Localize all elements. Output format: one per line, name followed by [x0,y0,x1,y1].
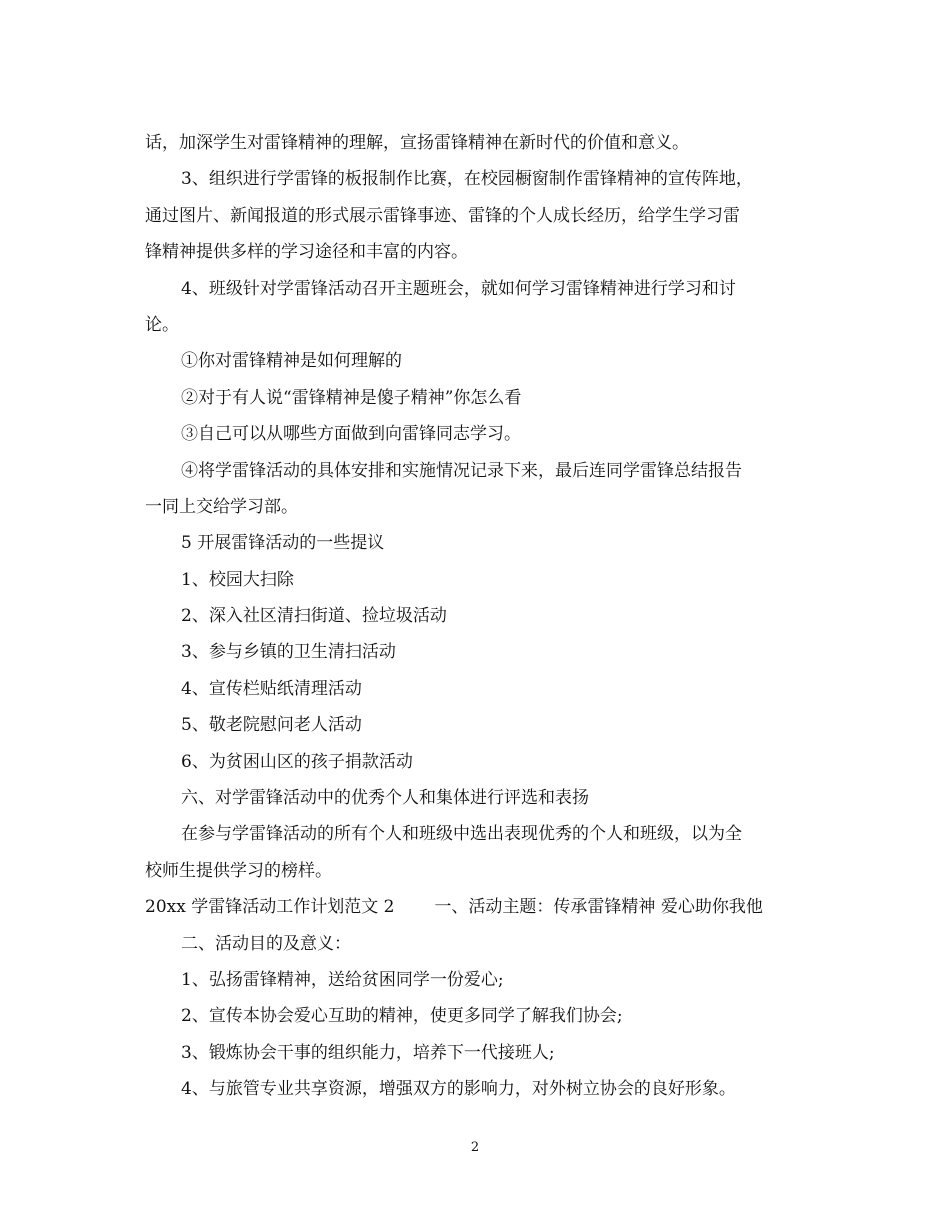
text-line: 话，加深学生对雷锋精神的理解，宣扬雷锋精神在新时代的价值和意义。 [145,133,689,153]
text-line: 校师生提供学习的榜样。 [145,860,332,881]
text-line: 2、宣传本协会爱心互助的精神，使更多同学了解我们协会; [181,1006,623,1027]
text-line: 4、班级针对学雷锋活动召开主题班会，就如何学习雷锋精神进行学习和讨 [181,278,736,299]
document-body [145,125,805,1108]
text-line: 1、弘扬雷锋精神，送给贫困同学一份爱心; [181,969,504,990]
section-heading-line [145,889,805,925]
text-line: 通过图片、新闻报道的形式展示雷锋事迹、雷锋的个人成长经历，给学生学习雷 [145,205,740,226]
text-line: 3、参与乡镇的卫生清扫活动 [181,642,396,663]
text-line: 1、校园大扫除 [181,569,294,590]
paragraphs-section-1 [145,125,805,889]
text-line: 六、对学雷锋活动中的优秀个人和集体进行评选和表扬 [181,788,589,809]
text-line: 一同上交给学习部。 [145,496,298,517]
text-line: 3、组织进行学雷锋的板报制作比赛，在校园橱窗制作雷锋精神的宣传阵地， [181,169,753,190]
text-line: 5 开展雷锋活动的一些提议 [181,533,385,554]
text-line: ④将学雷锋活动的具体安排和实施情况记录下来，最后连同学雷锋总结报告 [181,460,742,481]
text-line: 3、锻炼协会干事的组织能力，培养下一代接班人; [181,1042,555,1063]
text-line: ②对于有人说“雷锋精神是傻子精神”你怎么看 [181,387,522,408]
text-line: 2、深入社区清扫街道、捡垃圾活动 [181,606,447,627]
text-line: ①你对雷锋精神是如何理解的 [181,351,402,372]
section-heading-title: 20xx 学雷锋活动工作计划范文 2 [145,897,395,918]
text-line: ③自己可以从哪些方面做到向雷锋同志学习。 [181,424,521,445]
page-number: 2 [470,1140,480,1155]
text-line: 6、为贫困山区的孩子捐款活动 [181,751,413,772]
text-line: 二、活动目的及意义： [181,933,351,954]
text-line: 在参与学雷锋活动的所有个人和班级中选出表现优秀的个人和班级，以为全 [181,824,742,845]
text-line: 锋精神提供多样的学习途径和丰富的内容。 [145,242,468,263]
text-line: 5、敬老院慰问老人活动 [181,715,362,736]
section-heading-theme: 一、活动主题：传承雷锋精神 爱心助你我他 [434,897,763,918]
text-line: 4、与旅管专业共享资源，增强双方的影响力，对外树立协会的良好形象。 [181,1079,736,1100]
text-line: 4、宣传栏贴纸清理活动 [181,678,362,699]
text-line: 论。 [145,314,179,335]
paragraphs-section-2 [145,926,805,1108]
